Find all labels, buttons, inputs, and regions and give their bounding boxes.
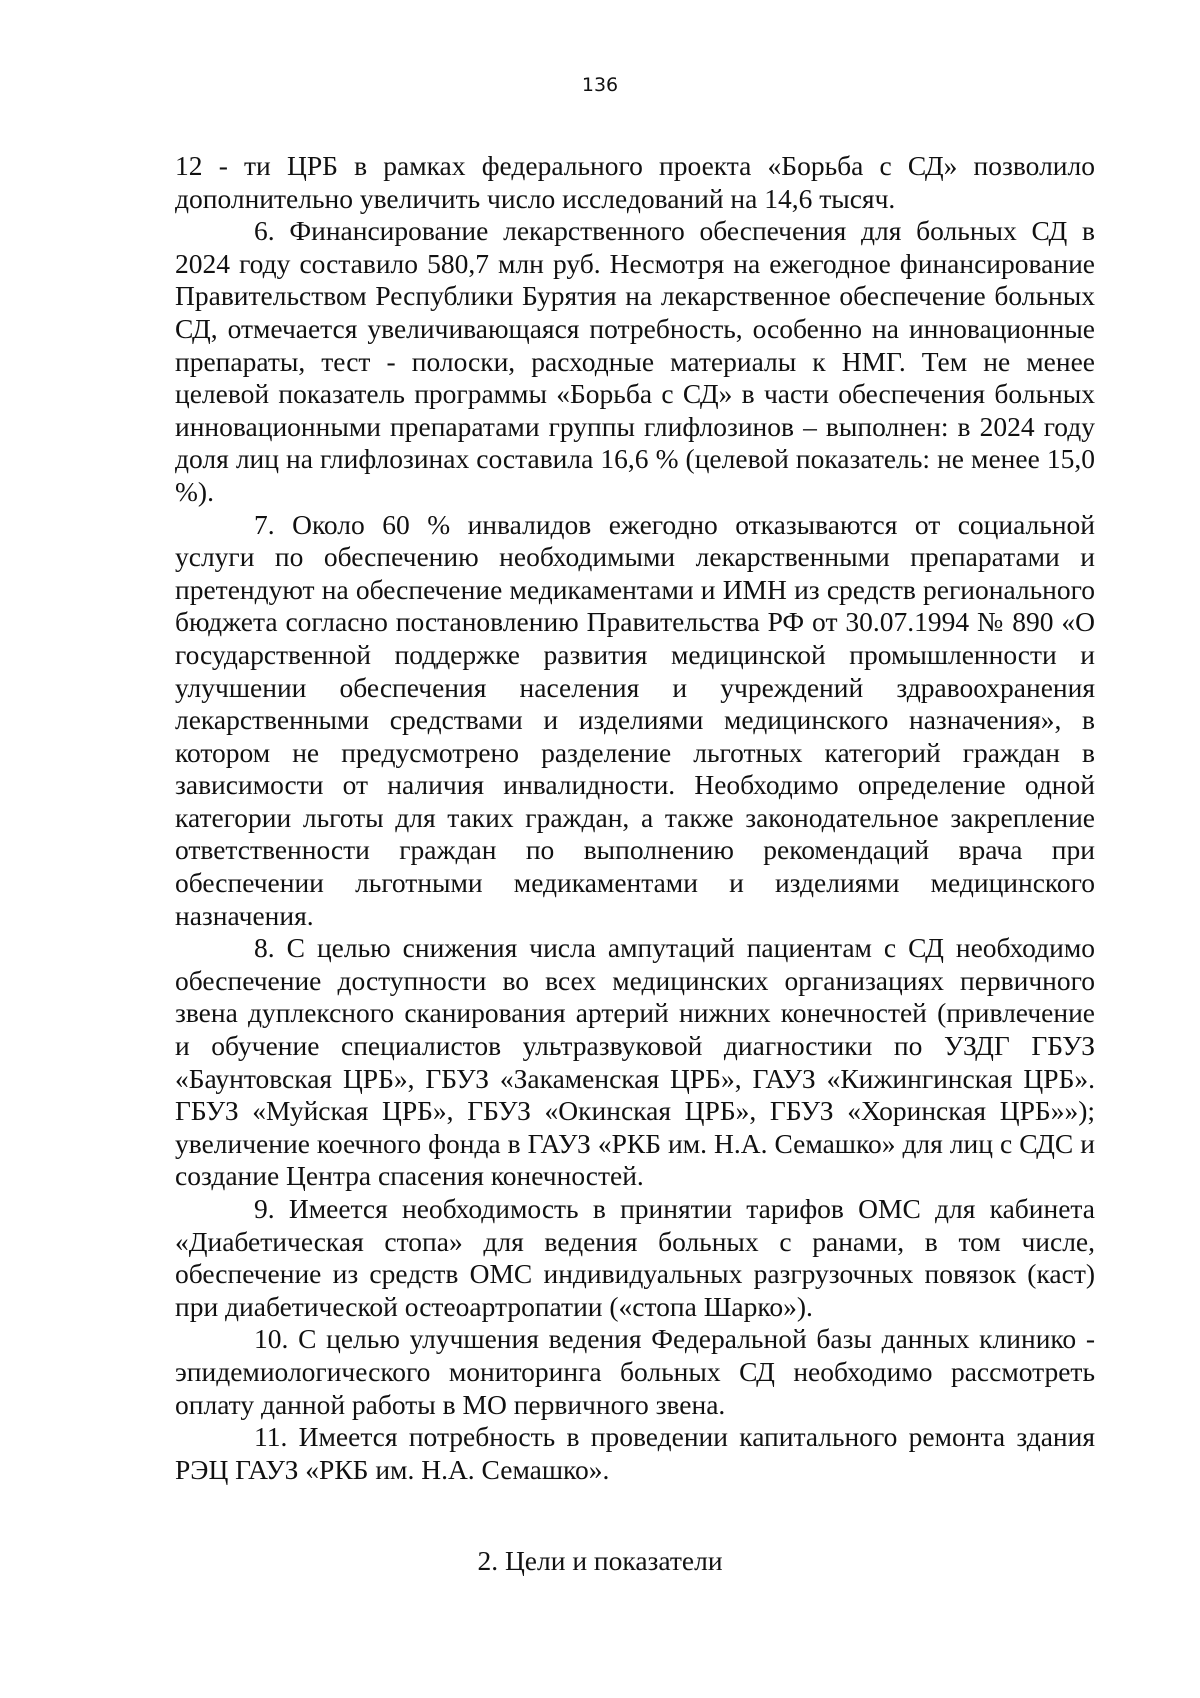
paragraph-item-6: 6. Финансирование лекарственного обеспечения для больных СД в 2024 году составило 580,7 млн руб. Несмотря на ежегодное финансирование Правительством Республики Бурятия на лекарственное обеспечение больных СД, отмечается увеличивающаяся потребность, особенно на инновационные препараты, тест - полоски, расходные материалы к НМГ. Тем не менее целевой показатель программы «Борьба с СД» в части обеспечения больных инновационными препаратами группы глифлозинов – выполнен: в 2024 году доля лиц на глифлозинах составила 16,6 % (целевой показатель: не менее 15,0 %). — [175, 215, 1095, 507]
document-body — [175, 150, 1095, 1486]
paragraph-item-11: 11. Имеется потребность в проведении капитального ремонта здания РЭЦ ГАУЗ «РКБ им. Н.А. Семашко». — [175, 1421, 1095, 1485]
paragraph-item-10: 10. С целью улучшения ведения Федеральной базы данных клинико - эпидемиологического мониторинга больных СД необходимо рассмотреть оплату данной работы в МО первичного звена. — [175, 1323, 1095, 1420]
section-heading: 2. Цели и показатели — [477, 1545, 723, 1576]
paragraph-item-8: 8. С целью снижения числа ампутаций пациентам с СД необходимо обеспечение доступности во всех медицинских организациях первичного звена дуплексного сканирования артерий нижних конечностей (привлечение и обучение специалистов ультразвуковой диагностики по УЗДГ ГБУЗ «Баунтовская ЦРБ», ГБУЗ «Закаменская ЦРБ», ГАУЗ «Кижингинская ЦРБ». ГБУЗ «Муйская ЦРБ», ГБУЗ «Окинская ЦРБ», ГБУЗ «Хоринская ЦРБ»»); увеличение коечного фонда в ГАУЗ «РКБ им. Н.А. Семашко» для лиц с СДС и создание Центра спасения конечностей. — [175, 932, 1095, 1192]
paragraph-item-9: 9. Имеется необходимость в принятии тарифов ОМС для кабинета «Диабетическая стопа» для ведения больных с ранами, в том числе, обеспечение из средств ОМС индивидуальных разгрузочных повязок (каст) при диабетической остеоартропатии («стопа Шарко»). — [175, 1193, 1095, 1322]
paragraph-continuation: 12 - ти ЦРБ в рамках федерального проекта «Борьба с СД» позволило дополнительно увеличить число исследований на 14,6 тысяч. — [175, 150, 1095, 214]
paragraph-item-7: 7. Около 60 % инвалидов ежегодно отказываются от социальной услуги по обеспечению необходимыми лекарственными препаратами и претендуют на обеспечение медикаментами и ИМН из средств регионального бюджета согласно постановлению Правительства РФ от 30.07.1994 № 890 «О государственной поддержке развития медицинской промышленности и улучшении обеспечения населения и учреждений здравоохранения лекарственными средствами и изделиями медицинского назначения», в котором не предусмотрено разделение льготных категорий граждан в зависимости от наличия инвалидности. Необходимо определение одной категории льготы для таких граждан, а также законодательное закрепление ответственности граждан по выполнению рекомендаций врача при обеспечении льготными медикаментами и изделиями медицинского назначения. — [175, 508, 1095, 931]
page-number: 136 — [581, 74, 619, 96]
